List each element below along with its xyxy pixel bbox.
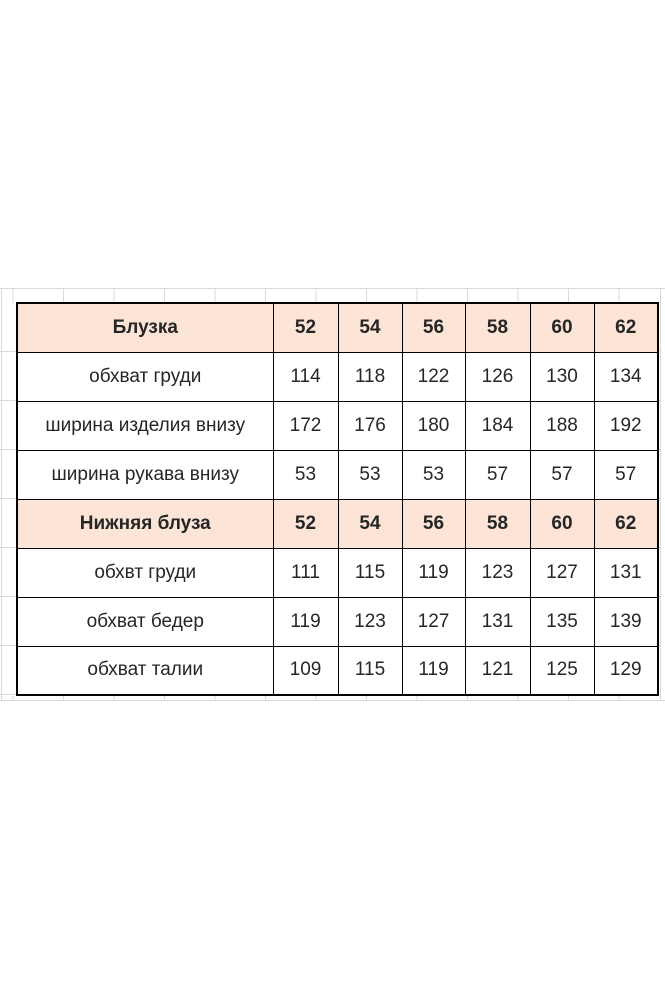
measurement-value: 125 xyxy=(530,646,594,695)
measurement-value: 134 xyxy=(594,352,658,401)
table-row xyxy=(17,597,658,646)
measurement-value: 121 xyxy=(465,646,530,695)
measurement-label: обхват груди xyxy=(17,352,273,401)
measurement-value: 180 xyxy=(402,401,465,450)
measurement-value: 123 xyxy=(338,597,402,646)
size-header: 58 xyxy=(465,303,530,352)
measurement-value: 129 xyxy=(594,646,658,695)
size-header: 60 xyxy=(530,499,594,548)
table-row xyxy=(17,401,658,450)
measurement-value: 53 xyxy=(402,450,465,499)
measurement-value: 115 xyxy=(338,646,402,695)
measurement-value: 127 xyxy=(402,597,465,646)
size-header: 52 xyxy=(273,499,338,548)
size-header: 56 xyxy=(402,499,465,548)
size-header: 54 xyxy=(338,499,402,548)
excel-gridline-bottom xyxy=(0,700,665,701)
measurement-value: 139 xyxy=(594,597,658,646)
section-title: Нижняя блуза xyxy=(17,499,273,548)
measurement-value: 119 xyxy=(402,548,465,597)
measurement-value: 57 xyxy=(530,450,594,499)
table-header-row-lower-blouse xyxy=(17,499,658,548)
measurement-value: 188 xyxy=(530,401,594,450)
measurement-value: 131 xyxy=(594,548,658,597)
table-row xyxy=(17,548,658,597)
measurement-value: 192 xyxy=(594,401,658,450)
measurement-value: 111 xyxy=(273,548,338,597)
size-header: 52 xyxy=(273,303,338,352)
measurement-value: 114 xyxy=(273,352,338,401)
excel-gridline-top-stubs xyxy=(0,289,665,303)
measurement-label: обхват бедер xyxy=(17,597,273,646)
measurement-label: ширина изделия внизу xyxy=(17,401,273,450)
section-title: Блузка xyxy=(17,303,273,352)
measurement-label: ширина рукава внизу xyxy=(17,450,273,499)
measurement-value: 184 xyxy=(465,401,530,450)
measurement-value: 115 xyxy=(338,548,402,597)
measurement-value: 126 xyxy=(465,352,530,401)
measurement-value: 119 xyxy=(273,597,338,646)
measurement-value: 172 xyxy=(273,401,338,450)
measurement-value: 130 xyxy=(530,352,594,401)
table-header-row-blouse xyxy=(17,303,658,352)
size-header: 58 xyxy=(465,499,530,548)
size-header: 56 xyxy=(402,303,465,352)
table-row xyxy=(17,646,658,695)
measurement-value: 53 xyxy=(273,450,338,499)
measurement-value: 122 xyxy=(402,352,465,401)
measurement-value: 123 xyxy=(465,548,530,597)
measurement-value: 57 xyxy=(465,450,530,499)
measurement-value: 176 xyxy=(338,401,402,450)
excel-gridline-left-stubs xyxy=(0,303,16,695)
measurement-label: обхват талии xyxy=(17,646,273,695)
measurement-value: 135 xyxy=(530,597,594,646)
measurement-value: 109 xyxy=(273,646,338,695)
measurement-value: 118 xyxy=(338,352,402,401)
table-row xyxy=(17,450,658,499)
excel-gridline-bottom-stubs xyxy=(0,696,665,700)
size-header: 62 xyxy=(594,499,658,548)
measurement-value: 131 xyxy=(465,597,530,646)
measurement-value: 53 xyxy=(338,450,402,499)
measurement-value: 119 xyxy=(402,646,465,695)
size-chart-table xyxy=(16,302,659,696)
size-header: 62 xyxy=(594,303,658,352)
table-row xyxy=(17,352,658,401)
size-header: 60 xyxy=(530,303,594,352)
size-header: 54 xyxy=(338,303,402,352)
measurement-value: 57 xyxy=(594,450,658,499)
measurement-label: обхвт груди xyxy=(17,548,273,597)
measurement-value: 127 xyxy=(530,548,594,597)
